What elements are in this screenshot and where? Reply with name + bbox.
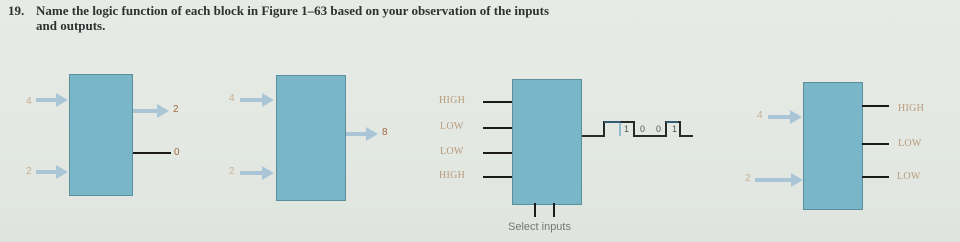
fig-c-select-line-2 xyxy=(553,203,555,217)
fig-a-output-1-arrow xyxy=(133,107,169,115)
fig-c-output-bit-4: 1 xyxy=(672,124,678,134)
fig-b-input-1-arrow xyxy=(240,96,274,104)
fig-c-input-2-line xyxy=(483,127,512,129)
fig-c-output-bit-3: 0 xyxy=(656,124,662,134)
fig-c-input-1-line xyxy=(483,101,512,103)
fig-d-input-2-arrow xyxy=(755,176,803,184)
fig-a-output-2-label: 0 xyxy=(174,147,180,158)
fig-b-input-2-label: 2 xyxy=(229,166,235,177)
fig-d-output-1-label: HIGH xyxy=(898,103,925,114)
fig-a-input-2-label: 2 xyxy=(26,166,32,177)
fig-c-input-2-label: LOW xyxy=(440,121,464,132)
fig-a-input-1-label: 4 xyxy=(26,96,32,107)
fig-c-output-bit-2: 0 xyxy=(640,124,646,134)
fig-a-block xyxy=(69,74,133,196)
fig-c-input-4-label: HIGH xyxy=(439,170,466,181)
fig-d-output-3-label: LOW xyxy=(897,171,921,182)
fig-d-output-3-line xyxy=(862,176,889,178)
fig-b-output-label: 8 xyxy=(382,127,388,138)
question-text xyxy=(8,3,549,33)
question-number: 19. xyxy=(8,3,25,18)
fig-d-block xyxy=(803,82,863,210)
fig-d-input-1-arrow xyxy=(768,113,802,121)
fig-a-input-1-arrow xyxy=(36,96,68,104)
fig-c-input-1-label: HIGH xyxy=(439,95,466,106)
fig-c-input-4-line xyxy=(483,176,512,178)
fig-b-input-2-arrow xyxy=(240,169,274,177)
fig-d-output-2-label: LOW xyxy=(898,138,922,149)
fig-a-output-1-label: 2 xyxy=(173,104,179,115)
fig-c-select-line-1 xyxy=(534,203,536,217)
fig-c-select-label: Select inputs xyxy=(508,221,571,233)
fig-d-output-1-line xyxy=(862,105,889,107)
fig-c-input-3-line xyxy=(483,152,512,154)
fig-b-input-1-label: 4 xyxy=(229,93,235,104)
question-line-1: Name the logic function of each block in Figure 1–63 based on your observation of the inputs xyxy=(36,3,550,18)
question-line-2: and outputs. xyxy=(36,18,106,33)
fig-b-block xyxy=(276,75,346,201)
fig-d-output-2-line xyxy=(862,143,889,145)
fig-a-output-2-line xyxy=(133,152,171,154)
fig-b-output-arrow xyxy=(346,130,378,138)
fig-c-block xyxy=(512,79,582,205)
fig-c-input-3-label: LOW xyxy=(440,146,464,157)
fig-a-input-2-arrow xyxy=(36,168,68,176)
fig-d-input-2-label: 2 xyxy=(745,173,751,184)
fig-d-input-1-label: 4 xyxy=(757,110,763,121)
fig-c-output-bit-1: 1 xyxy=(624,124,630,134)
